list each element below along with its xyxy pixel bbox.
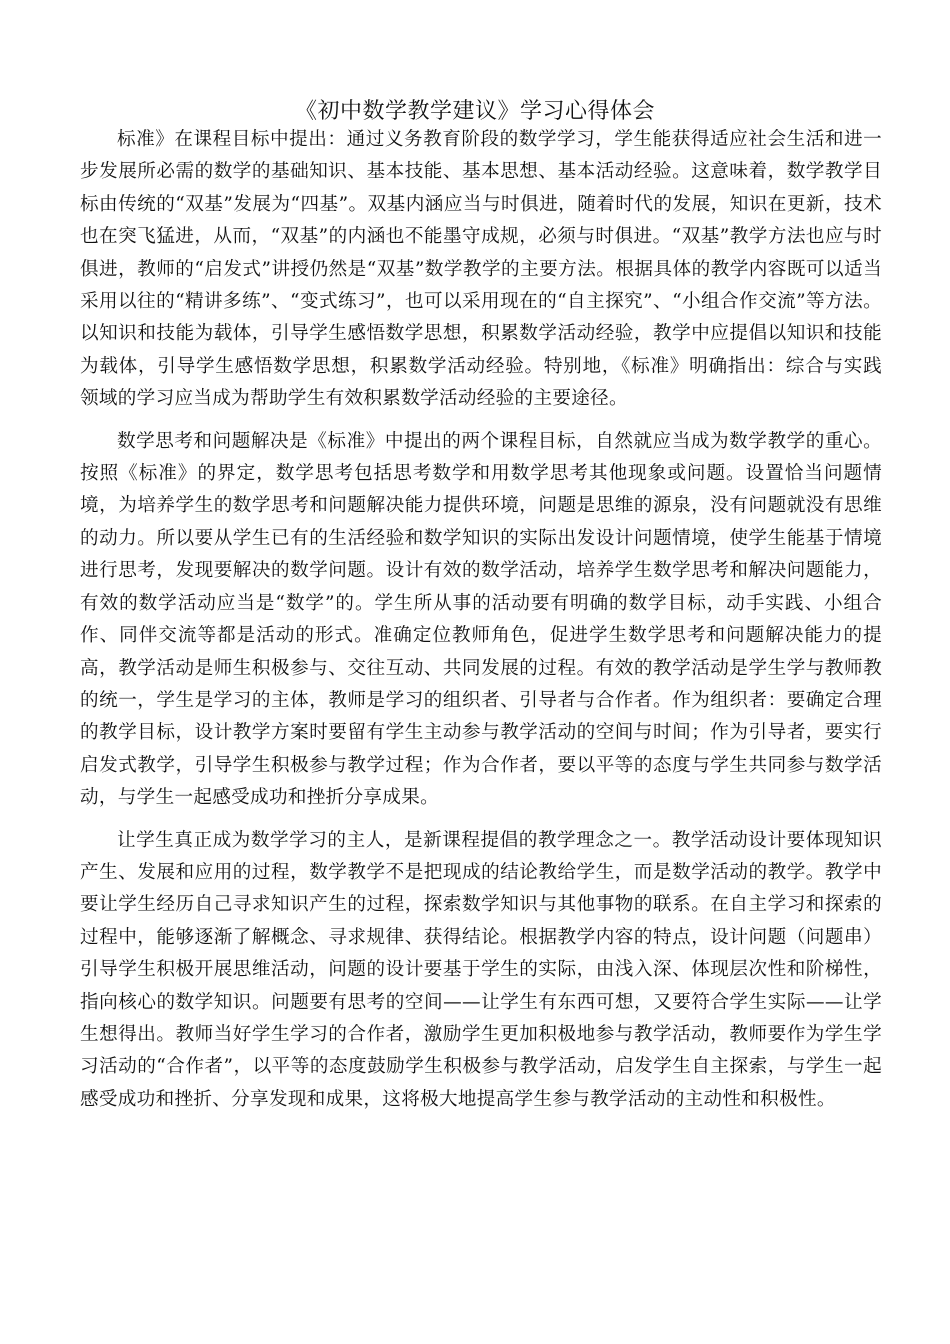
paragraph-3: 让学生真正成为数学学习的主人，是新课程提倡的教学理念之一。教学活动设计要体现知识产生、发展和应用的过程，数学教学不是把现成的结论教给学生，而是数学活动的教学。教学中要让学生经历自己寻求知识产生的过程，探索数学知识与其他事物的联系。在自主学习和探索的过程中，能够逐渐了解概念、寻求规律、获得结论。根据教学内容的特点，设计问题（问题串）引导学生积极开展思维活动，问题的设计要基于学生的实际，由浅入深、体现层次性和阶梯性，指向核心的数学知识。问题要有思考的空间——让学生有东西可想，又要符合学生实际——让学生想得出。教师当好学生学习的合作者，激励学生更加积极地参与教学活动，教师要作为学生学习活动的“合作者”，以平等的态度鼓励学生积极参与教学活动，启发学生自主探索，与学生一起感受成功和挫折、分享发现和成果，这将极大地提高学生参与教学活动的主动性和积极性。	[80, 829, 882, 1110]
paragraph-1: 标准》在课程目标中提出：通过义务教育阶段的数学学习，学生能获得适应社会生活和进一步发展所必需的数学的基础知识、基本技能、基本思想、基本活动经验。这意味着，数学教学目标由传统的“双基”发展为“四基”。双基内涵应当与时俱进，随着时代的发展，知识在更新，技术也在突飞猛进，从而，“双基”的内涵也不能墨守成规，必须与时俱进。“双基”教学方法也应与时俱进，教师的“启发式”讲授仍然是“双基”数学教学的主要方法。根据具体的教学内容既可以适当采用以往的“精讲多练”、“变式练习”，也可以采用现在的“自主探究”、“小组合作交流”等方法。以知识和技能为载体，引导学生感悟数学思想，积累数学活动经验，教学中应提倡以知识和技能为载体，引导学生感悟数学思想，积累数学活动经验。特别地，《标准》明确指出：综合与实践 领域的学习应当成为帮助学生有效积累数学活动经验的主要途径。	[80, 129, 882, 410]
document-body	[80, 124, 882, 1116]
document-title: 《初中数学教学建议》学习心得体会	[294, 99, 655, 124]
paragraph-2: 数学思考和问题解决是《标准》中提出的两个课程目标，自然就应当成为数学教学的重心。按照《标准》的界定，数学思考包括思考数学和用数学思考其他现象或问题。设置恰当问题情境，为培养学生的数学思考和问题解决能力提供环境，问题是思维的源泉，没有问题就没有思维的动力。所以要从学生已有的生活经验和数学知识的实际出发设计问题情境，使学生能基于情境进行思考，发现要解决的数学问题。设计有效的数学活动，培养学生数学思考和解决问题能力，有效的数学活动应当是“数学”的。学生所从事的活动要有明确的数学目标，动手实践、小组合作、同伴交流等都是活动的形式。准确定位教师角色，促进学生数学思考和问题解决能力的提高，教学活动是师生积极参与、交往互动、共同发展的过程。有效的教学活动是学生学与教师教的统一，学生是学习的主体，教师是学习的组织者、引导者与合作者。作为组织者：要确定合理的教学目标，设计教学方案时要留有学生主动参与教学活动的空间与时间；作为引导者，要实行启发式教学，引导学生积极参与教学过程；作为合作者，要以平等的态度与学生共同参与数学活动，与学生一起感受成功和挫折分享成果。	[80, 430, 882, 809]
